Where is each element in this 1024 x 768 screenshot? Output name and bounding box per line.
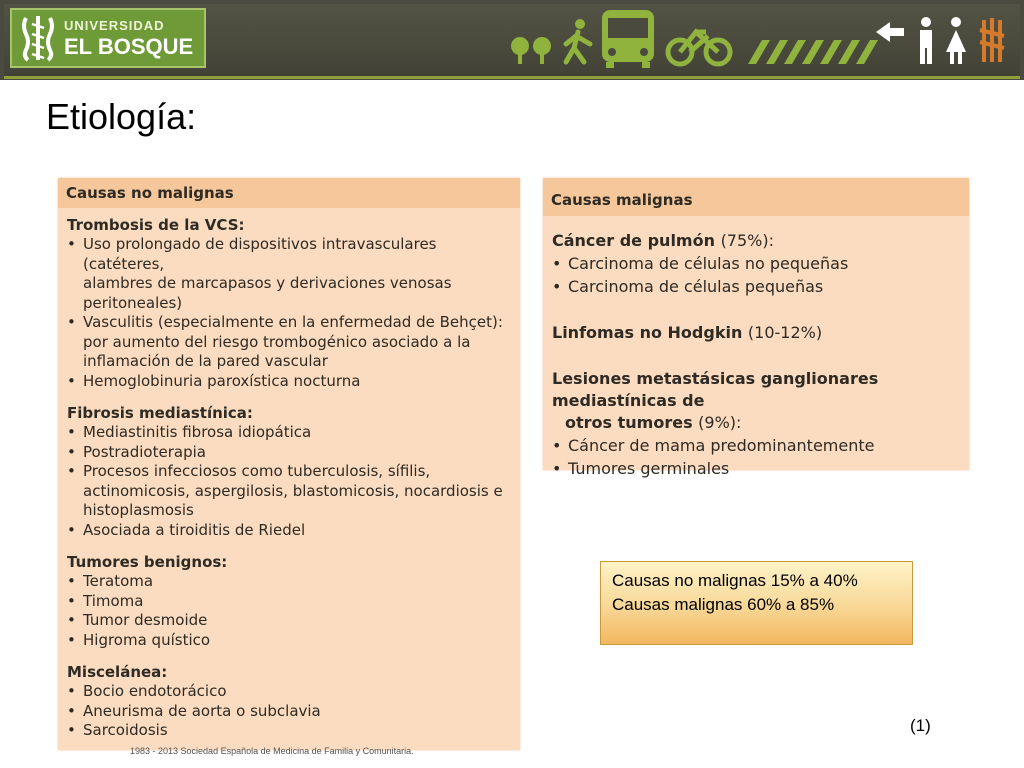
list-item: • Cáncer de mama predominantemente <box>552 436 875 455</box>
list-item: • Aneurisma de aorta o subclavia <box>67 701 321 720</box>
list-item: histoplasmosis <box>83 501 194 519</box>
bus-icon <box>602 10 654 68</box>
list-item: • Bocio endotorácico <box>67 682 227 700</box>
list-item: actinomicosis, aspergilosis, blastomicosis, nocardiosis e <box>83 481 503 500</box>
list-item: alambres de marcapasos y derivaciones venosas <box>83 274 452 292</box>
section-title: Tumores benignos: <box>67 553 228 571</box>
tree-icon <box>511 37 551 64</box>
man-icon <box>920 17 932 64</box>
note-line: Causas malignas 60% a 85% <box>612 595 835 614</box>
list-item: • Hemoglobinuria paroxística nocturna <box>67 371 361 390</box>
list-item: • Carcinoma de células no pequeñas <box>552 254 849 273</box>
list-item: • Uso prolongado de dispositivos intravasculares (catéteres, <box>67 235 437 273</box>
woman-icon <box>946 17 966 64</box>
malignant-causes-table <box>543 178 969 478</box>
bicycle-icon <box>668 32 730 64</box>
non-malignant-causes-table <box>58 178 520 750</box>
reference-number: (1) <box>910 716 931 735</box>
crosswalk-icon <box>748 40 878 64</box>
list-item: por aumento del riesgo trombogénico asociado a la <box>83 332 471 351</box>
table-body <box>58 208 520 741</box>
section-title: Fibrosis mediastínica: <box>67 404 253 422</box>
section-list <box>543 252 969 298</box>
table-heading: Causas malignas <box>543 178 969 216</box>
percentage-note-box <box>600 561 913 645</box>
list-item: • Vasculitis (especialmente en la enfermedad de Behçet): <box>67 313 503 331</box>
footer-credit: 1983 - 2013 Sociedad Española de Medicina de Familia y Comunitaria. <box>130 746 414 756</box>
section-title: Miscelánea: <box>67 663 168 681</box>
header-banner <box>0 0 1024 80</box>
page-title: Etiología: <box>46 96 197 137</box>
table-body <box>543 216 969 480</box>
list-item: peritoneales) <box>83 293 183 312</box>
note-line: Causas no malignas 15% a 40% <box>612 571 858 590</box>
list-item: • Mediastinitis fibrosa idiopática <box>67 423 312 441</box>
list-item: • Tumores germinales <box>552 459 730 478</box>
pedestrian-icon <box>566 19 590 62</box>
list-item: • Teratoma <box>67 572 154 590</box>
logo-text-big: EL BOSQUE <box>64 34 194 59</box>
section-title: Linfomas no Hodgkin (10-12%) <box>552 323 823 342</box>
list-item: • Higroma quístico <box>67 630 211 649</box>
list-item: • Carcinoma de células pequeñas <box>552 277 824 296</box>
logo-text-small: UNIVERSIDAD <box>64 18 165 33</box>
list-item: • Procesos infecciosos como tuberculosis, sífilis, <box>67 462 431 480</box>
section-list <box>543 434 969 480</box>
header-pictograms <box>0 0 1024 80</box>
section-list <box>58 235 520 391</box>
section-list <box>58 682 520 741</box>
table-heading: Causas no malignas <box>58 178 520 208</box>
section-title: Lesiones metastásicas ganglionares mediastínicas de <box>552 369 879 410</box>
list-item: inflamación de la pared vascular <box>83 352 328 370</box>
section-list <box>58 423 520 540</box>
section-title-continued: otros tumores (9%): <box>565 413 742 432</box>
emblem-icon <box>980 18 1004 62</box>
arrow-left-icon <box>876 22 904 42</box>
section-title: Trombosis de la VCS: <box>67 216 245 234</box>
list-item: • Asociada a tiroiditis de Riedel <box>67 520 306 539</box>
list-item: • Timoma <box>67 591 144 610</box>
list-item: • Postradioterapia <box>67 442 206 461</box>
section-list <box>58 572 520 650</box>
list-item: • Tumor desmoide <box>67 611 208 629</box>
section-title: Cáncer de pulmón (75%): <box>552 231 774 250</box>
list-item: • Sarcoidosis <box>67 721 168 739</box>
